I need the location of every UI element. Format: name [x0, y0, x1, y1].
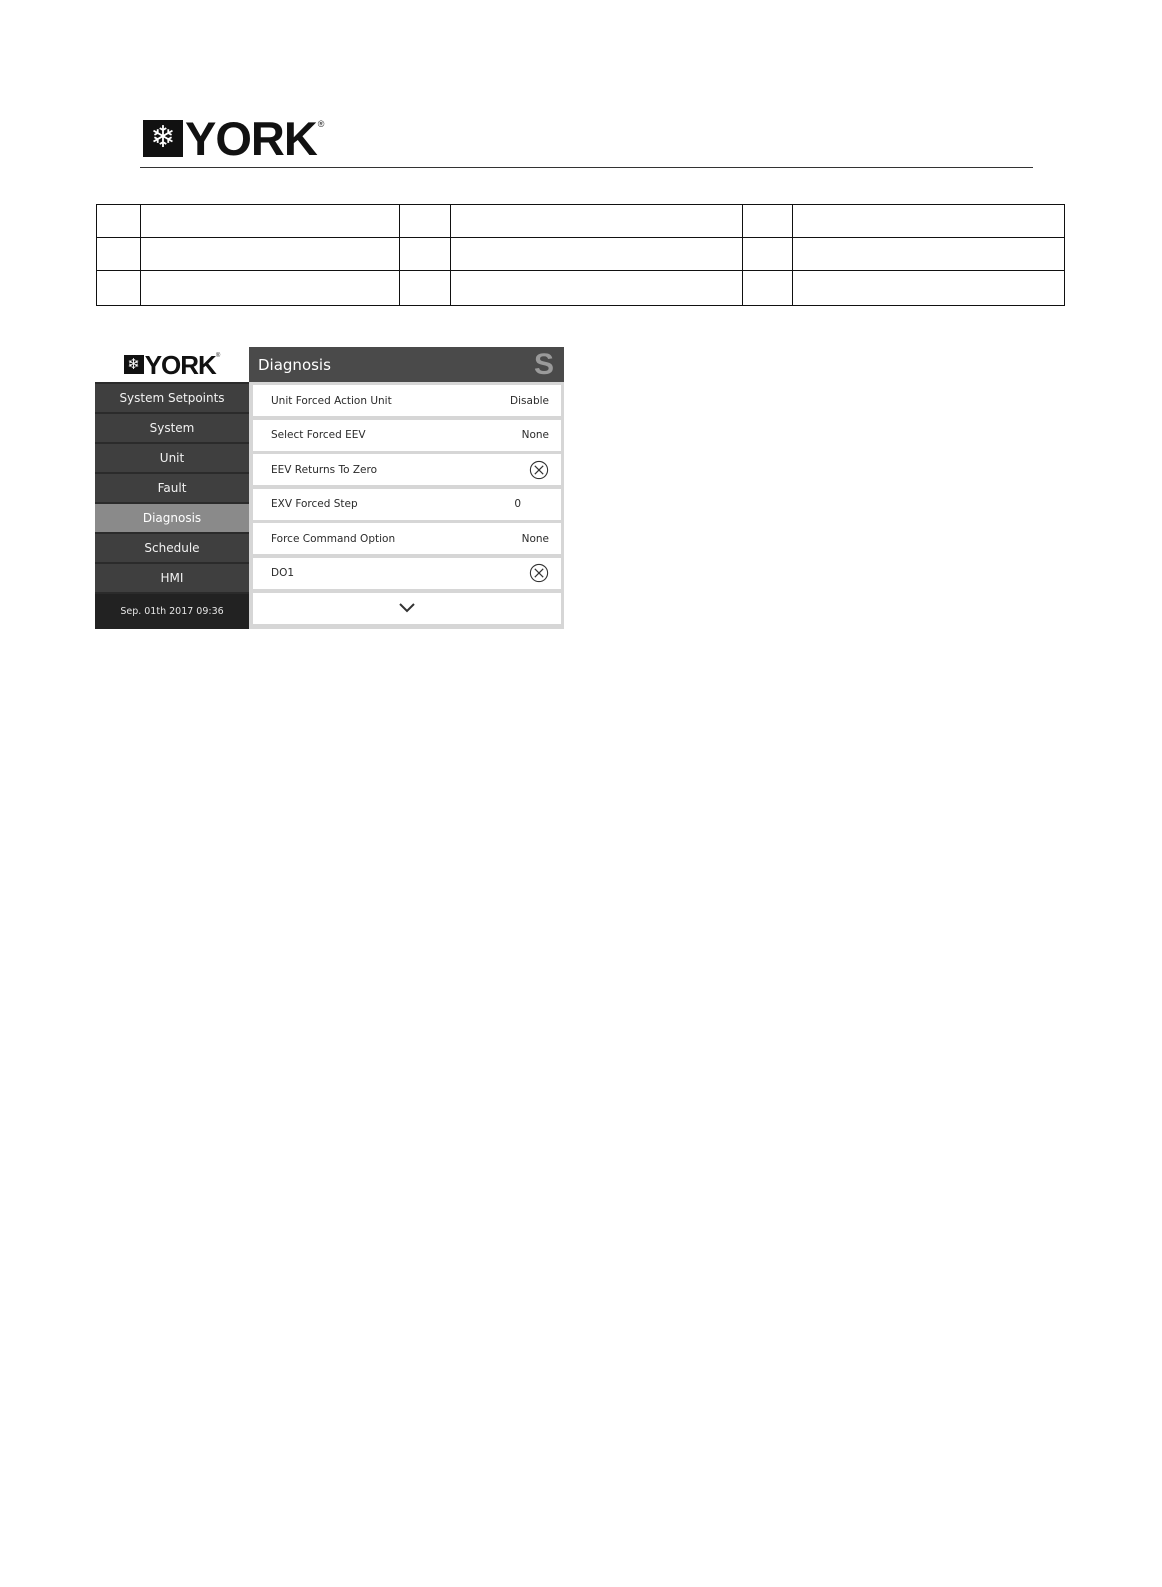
- snowflake-icon: ❄: [143, 120, 183, 157]
- row-label: Unit Forced Action Unit: [271, 394, 392, 407]
- diagnosis-list: [249, 382, 564, 627]
- row-label: Select Forced EEV: [271, 429, 366, 442]
- list-item[interactable]: [253, 489, 561, 520]
- list-item[interactable]: [253, 523, 561, 554]
- nav-item-hmi[interactable]: HMI: [95, 564, 249, 592]
- panel-title-bar: [249, 347, 564, 382]
- list-item[interactable]: [253, 558, 561, 589]
- row-value[interactable]: None: [521, 429, 549, 442]
- hmi-sidebar: [95, 347, 249, 629]
- snowflake-icon: ❄: [124, 355, 144, 374]
- row-value[interactable]: 0: [514, 498, 521, 511]
- list-item[interactable]: [253, 385, 561, 416]
- registered-mark: ®: [317, 119, 325, 129]
- hmi-logo-text: YORK: [144, 349, 216, 380]
- header-divider: [140, 167, 1033, 168]
- row-label: DO1: [271, 567, 295, 580]
- datetime-display: Sep. 01th 2017 09:36: [95, 594, 249, 629]
- list-item[interactable]: [253, 454, 561, 485]
- row-value[interactable]: Disable: [510, 394, 549, 407]
- nav-item-schedule[interactable]: Schedule: [95, 534, 249, 562]
- nav-item-fault[interactable]: Fault: [95, 474, 249, 502]
- nav-item-system[interactable]: System: [95, 414, 249, 442]
- row-label: Force Command Option: [271, 532, 396, 545]
- registered-mark: ®: [215, 353, 221, 359]
- nav-item-system-setpoints[interactable]: System Setpoints: [95, 384, 249, 412]
- brand-logo: [143, 111, 325, 165]
- row-label: EEV Returns To Zero: [271, 463, 377, 476]
- s-mark-icon: S: [533, 347, 554, 381]
- close-circle-icon[interactable]: [529, 460, 549, 480]
- table-row: [97, 271, 1065, 306]
- hmi-main-panel: [249, 347, 564, 629]
- row-value[interactable]: None: [521, 532, 549, 545]
- nav-item-diagnosis[interactable]: Diagnosis: [95, 504, 249, 532]
- chevron-down-icon[interactable]: [398, 602, 416, 614]
- panel-title: Diagnosis: [258, 355, 331, 374]
- table-row: [97, 205, 1065, 238]
- row-label: EXV Forced Step: [271, 498, 358, 511]
- table-row: [97, 238, 1065, 271]
- list-item[interactable]: [253, 420, 561, 451]
- nav-item-unit[interactable]: Unit: [95, 444, 249, 472]
- empty-grid-table: [96, 204, 1065, 306]
- hmi-screen: [95, 347, 564, 629]
- scroll-down-button[interactable]: [253, 593, 561, 624]
- hmi-logo: [95, 347, 249, 382]
- close-circle-icon[interactable]: [529, 563, 549, 583]
- brand-logo-text: YORK: [185, 111, 317, 165]
